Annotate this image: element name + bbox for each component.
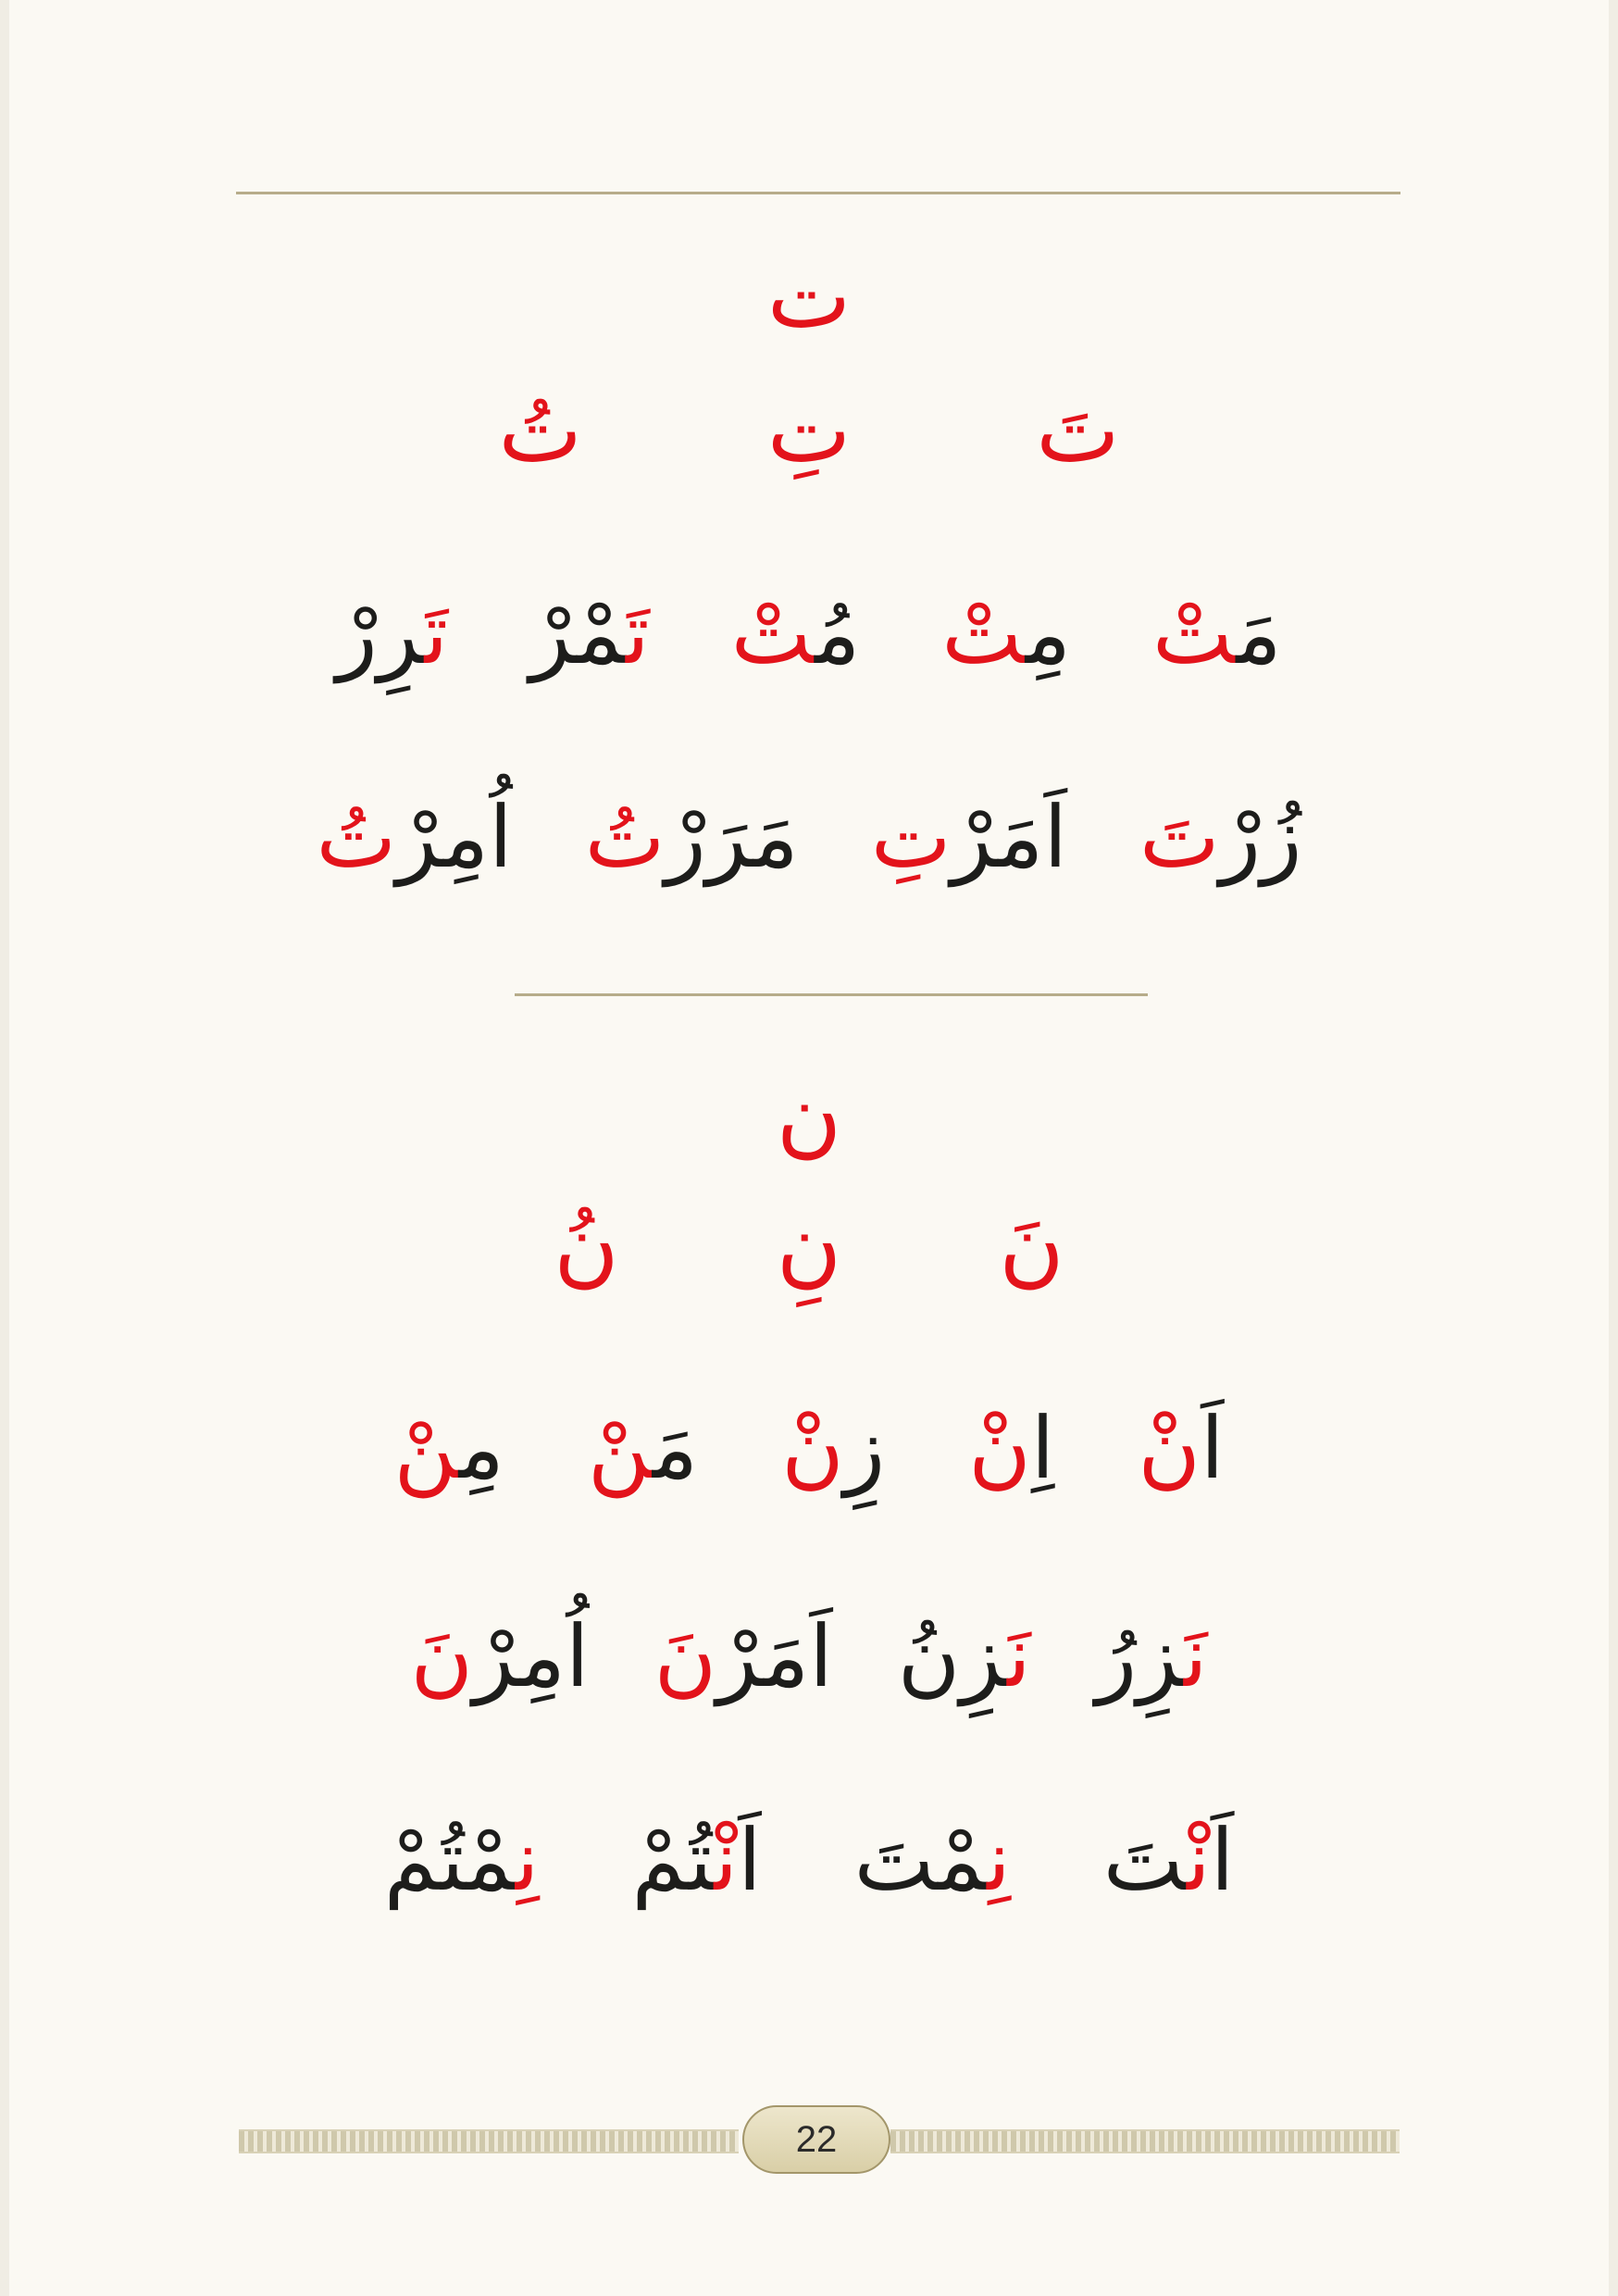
- word: [584, 788, 799, 887]
- highlighted-letter: نْ: [781, 1399, 844, 1498]
- word-part: اَ: [738, 1811, 762, 1910]
- word-part: مُ: [815, 584, 861, 683]
- highlighted-letter: تَ: [1139, 788, 1220, 887]
- word: [870, 788, 1068, 887]
- word-part: تُمْ: [631, 1811, 715, 1910]
- word-part: زِنُ: [897, 1607, 1008, 1706]
- highlighted-letter: نِ: [515, 1811, 540, 1910]
- page-number: 22: [742, 2105, 890, 2174]
- ta-vowels: [0, 375, 1618, 486]
- word: [631, 1811, 762, 1910]
- word-part: مْتُمْ: [383, 1811, 516, 1910]
- highlighted-letter: نْ: [714, 1811, 739, 1910]
- ta-word-row-2: [0, 778, 1618, 898]
- highlighted-letter: نْ: [393, 1399, 459, 1498]
- word: [653, 1607, 833, 1706]
- word: [316, 788, 513, 887]
- word: [730, 584, 861, 683]
- highlighted-letter: نْ: [587, 1399, 653, 1498]
- word-part: مِ: [458, 1399, 504, 1498]
- nun-damma: نُ: [554, 1193, 619, 1297]
- word: [781, 1399, 886, 1498]
- highlighted-letter: نَ: [653, 1607, 717, 1706]
- word-part: زُرْ: [1219, 788, 1302, 887]
- nun-kasra: نِ: [776, 1193, 842, 1297]
- letter-ta: ت: [766, 244, 852, 348]
- word-part: تَ: [1102, 1811, 1188, 1910]
- word: [1102, 1811, 1235, 1910]
- word: [336, 584, 449, 683]
- highlighted-letter: تُ: [584, 788, 666, 887]
- word: [1138, 1399, 1225, 1498]
- word-part: اُمِرْ: [396, 788, 513, 887]
- highlighted-letter: نْ: [1187, 1811, 1211, 1910]
- word: [968, 1399, 1055, 1498]
- word: [1139, 788, 1302, 887]
- highlighted-letter: تْ: [941, 584, 1026, 683]
- word-part: مَ: [1236, 584, 1282, 683]
- word: [1095, 1607, 1208, 1706]
- ta-fatha: تَ: [1036, 379, 1120, 482]
- highlighted-letter: نْ: [1138, 1399, 1201, 1498]
- word: [393, 1399, 504, 1498]
- highlighted-letter: نَ: [1183, 1607, 1208, 1706]
- highlighted-letter: تِ: [870, 788, 952, 887]
- highlighted-letter: تَ: [424, 584, 449, 683]
- word-part: مِ: [1025, 584, 1071, 683]
- top-divider: [236, 192, 1400, 194]
- highlighted-letter: تَ: [626, 584, 650, 683]
- word-part: مْرْ: [529, 584, 627, 683]
- ta-word-row-1: [0, 574, 1618, 694]
- word: [1152, 584, 1282, 683]
- word-part: زِ: [843, 1399, 886, 1498]
- word: [853, 1811, 1011, 1910]
- highlighted-letter: نْ: [968, 1399, 1031, 1498]
- word-part: مَ: [652, 1399, 699, 1498]
- word-part: اَ: [1210, 1811, 1235, 1910]
- nun-vowels: [0, 1185, 1618, 1305]
- word: [383, 1811, 540, 1910]
- word-part: اَمَرْ: [951, 788, 1068, 887]
- word: [941, 584, 1071, 683]
- word-part: اَ: [1200, 1399, 1225, 1498]
- highlighted-letter: نَ: [410, 1607, 474, 1706]
- footer-ornament-left: [239, 2129, 739, 2153]
- ta-kasra: تِ: [766, 379, 852, 482]
- word: [897, 1607, 1031, 1706]
- word-part: زِرُ: [1095, 1607, 1184, 1706]
- footer-ornament-right: [890, 2129, 1400, 2153]
- word-part: مْتَ: [853, 1811, 988, 1910]
- nun-fatha: نَ: [999, 1193, 1064, 1297]
- ta-damma: تُ: [498, 379, 582, 482]
- word-part: اِ: [1030, 1399, 1055, 1498]
- highlighted-letter: تْ: [1152, 584, 1237, 683]
- highlighted-letter: تُ: [316, 788, 397, 887]
- word: [410, 1607, 590, 1706]
- highlighted-letter: تْ: [730, 584, 815, 683]
- word-part: اُمِرْ: [473, 1607, 590, 1706]
- nun-word-row-3: [0, 1796, 1618, 1926]
- highlighted-letter: نِ: [987, 1811, 1011, 1910]
- word-part: رِرْ: [336, 584, 425, 683]
- section-divider: [515, 993, 1148, 996]
- letter-nun: ن: [776, 1064, 842, 1167]
- highlighted-letter: نَ: [1007, 1607, 1031, 1706]
- nun-word-row-1: [0, 1389, 1618, 1509]
- word-part: اَمَرْ: [716, 1607, 833, 1706]
- nun-word-row-2: [0, 1592, 1618, 1722]
- word-part: مَرَرْ: [665, 788, 799, 887]
- word: [587, 1399, 699, 1498]
- word: [529, 584, 650, 683]
